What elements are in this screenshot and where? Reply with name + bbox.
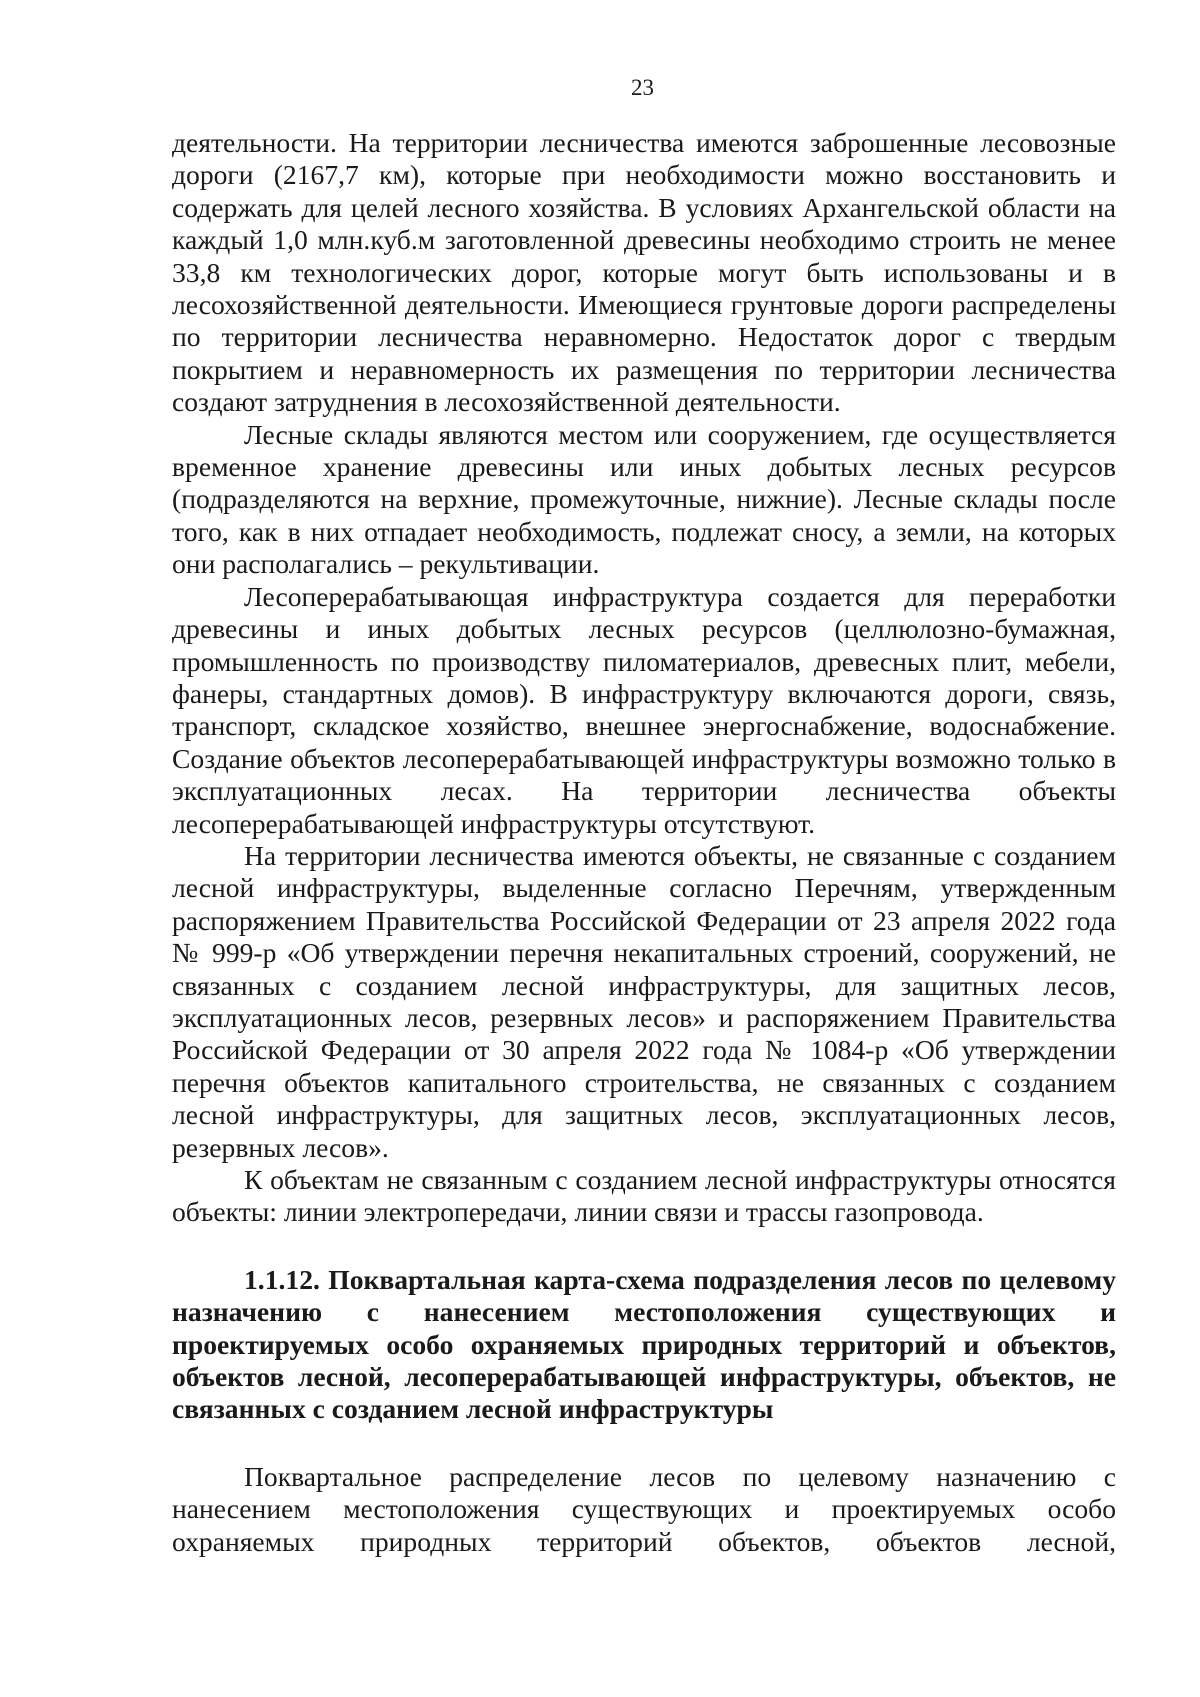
paragraph-processing-infrastructure: Лесоперерабатывающая инфраструктура создается для переработки древесины и иных добытых лесных ресурсов (целлюлозно-бумажная, промышленность по производству пиломатериалов, древесных плит, мебели, фанеры, стандартных домов). В инфраструктуру включаются дороги, связь, транспорт, складское хозяйство, внешнее энергоснабжение, водоснабжение. Создание объектов лесоперерабатывающей инфраструктуры возможно только в эксплуатационных лесах. На территории лесничества объекты лесоперерабатывающей инфраструктуры отсутствуют. — [172, 580, 1116, 839]
paragraph-roads: деятельности. На территории лесничества имеются заброшенные лесовозные дороги (2167,7 км), которые при необходимости можно восстановить и содержать для целей лесного хозяйства. В условиях Архангельской области на каждый 1,0 млн.куб.м заготовленной древесины необходимо строить не менее 33,8 км технологических дорог, которые могут быть использованы и в лесохозяйственной деятельности. Имеющиеся грунтовые дороги распределены по территории лесничества неравномерно. Недостаток дорог с твердым покрытием и неравномерность их размещения по территории лесничества создают затруднения в лесохозяйственной деятельности. — [172, 127, 1116, 418]
paragraph-object-types: К объектам не связанным с созданием лесной инфраструктуры относятся объекты: линии электропередачи, линии связи и трассы газопровода. — [172, 1164, 1116, 1228]
document-body — [172, 127, 1116, 1558]
section-heading: 1.1.12. Поквартальная карта-схема подразделения лесов по целевому назначению с нанесением местоположения существующих и проектируемых особо охраняемых природных территорий и объектов, объектов лесной, лесоперерабатывающей инфраструктуры, объектов, не связанных с созданием лесной инфраструктуры — [172, 1263, 1116, 1425]
paragraph-quarterly-distribution: Поквартальное распределение лесов по целевому назначению с нанесением местоположения существующих и проектируемых особо охраняемых природных территорий объектов, объектов лесной, — [172, 1460, 1116, 1557]
paragraph-forest-warehouses: Лесные склады являются местом или сооружением, где осуществляется временное хранение древесины или иных добытых лесных ресурсов (подразделяются на верхние, промежуточные, нижние). Лесные склады после того, как в них отпадает необходимость, подлежат сносу, а земли, на которых они располагались – рекультивации. — [172, 418, 1116, 580]
paragraph-unrelated-objects: На территории лесничества имеются объекты, не связанные с созданием лесной инфраструктуры, выделенные согласно Перечням, утвержденным распоряжением Правительства Российской Федерации от 23 апреля 2022 года № 999-р «Об утверждении перечня некапитальных строений, сооружений, не связанных с созданием лесной инфраструктуры, для защитных лесов, эксплуатационных лесов, резервных лесов» и распоряжением Правительства Российской Федерации от 30 апреля 2022 года № 1084-р «Об утверждении перечня объектов капитального строительства, не связанных с созданием лесной инфраструктуры, для защитных лесов, эксплуатационных лесов, резервных лесов». — [172, 839, 1116, 1163]
page-number: 23 — [631, 75, 654, 100]
